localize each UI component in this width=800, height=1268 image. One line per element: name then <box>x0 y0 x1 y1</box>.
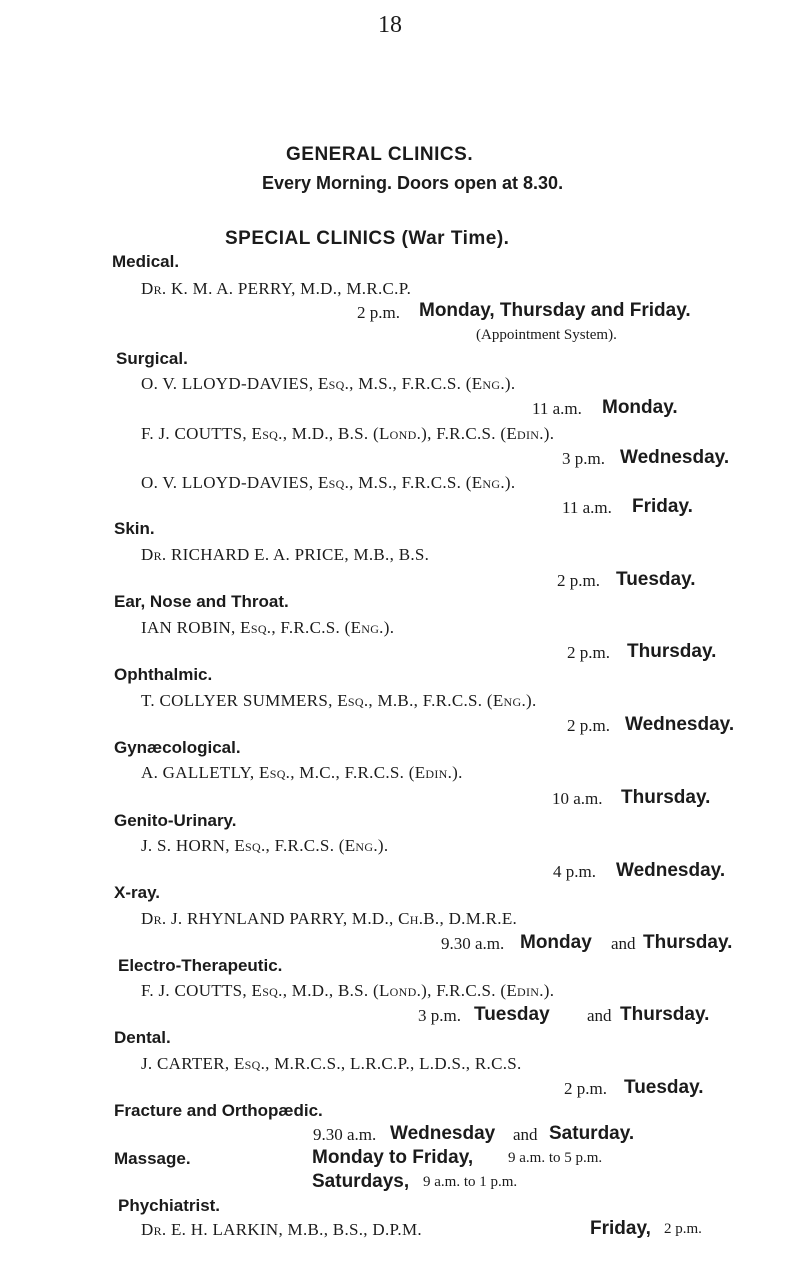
page-number: 18 <box>378 12 402 38</box>
category-skin: Skin. <box>114 519 155 538</box>
category-medical: Medical. <box>112 252 180 271</box>
fracture-day-a: Wednesday <box>390 1123 496 1144</box>
skin-time: 2 p.m. <box>557 571 600 590</box>
phychiatrist-time: 2 p.m. <box>664 1221 702 1237</box>
skin-doctor: Dr. RICHARD E. A. PRICE, M.B., B.S. <box>141 545 430 564</box>
general-clinics-subtitle: Every Morning. Doors open at 8.30. <box>262 173 564 193</box>
massage-time-2: 9 a.m. to 1 p.m. <box>423 1174 518 1190</box>
fracture-day-b: Saturday. <box>549 1123 635 1144</box>
surgical-day-3: Friday. <box>632 496 693 517</box>
ent-doctor: IAN ROBIN, Esq., F.R.C.S. (Eng.). <box>141 618 395 637</box>
phychiatrist-doctor: Dr. E. H. LARKIN, M.B., B.S., D.P.M. <box>141 1220 422 1239</box>
gynaecological-day: Thursday. <box>621 787 711 808</box>
xray-doctor: Dr. J. RHYNLAND PARRY, M.D., Ch.B., D.M.R.E. <box>141 909 518 928</box>
fracture-and: and <box>513 1125 538 1144</box>
xray-day-a: Monday <box>520 932 592 953</box>
massage-days-1: Monday to Friday, <box>312 1147 474 1168</box>
electro-time: 3 p.m. <box>418 1006 461 1025</box>
special-clinics-title: SPECIAL CLINICS (War Time). <box>225 228 510 249</box>
xray-and: and <box>611 934 636 953</box>
gynaecological-doctor: A. GALLETLY, Esq., M.C., F.R.C.S. (Edin.). <box>141 763 463 782</box>
category-massage: Massage. <box>114 1149 191 1168</box>
xray-time: 9.30 a.m. <box>441 934 505 953</box>
genito-day: Wednesday. <box>616 860 726 881</box>
gynaecological-time: 10 a.m. <box>552 789 603 808</box>
surgical-doctor-1: O. V. LLOYD-DAVIES, Esq., M.S., F.R.C.S. (Eng.). <box>141 374 516 393</box>
category-ophthalmic: Ophthalmic. <box>114 665 213 684</box>
surgical-doctor-3: O. V. LLOYD-DAVIES, Esq., M.S., F.R.C.S. (Eng.). <box>141 473 516 492</box>
ent-time: 2 p.m. <box>567 643 610 662</box>
ent-day: Thursday. <box>627 641 717 662</box>
category-ent: Ear, Nose and Throat. <box>114 592 289 611</box>
xray-day-b: Thursday. <box>643 932 733 953</box>
category-dental: Dental. <box>114 1028 171 1047</box>
surgical-time-3: 11 a.m. <box>562 498 612 517</box>
medical-note: (Appointment System). <box>476 327 617 343</box>
electro-day-a: Tuesday <box>474 1004 550 1025</box>
surgical-doctor-2: F. J. COUTTS, Esq., M.D., B.S. (Lond.), F.R.C.S. (Edin.). <box>141 424 555 443</box>
phychiatrist-day: Friday, <box>590 1218 651 1239</box>
surgical-day-1: Monday. <box>602 397 678 418</box>
surgical-time-2: 3 p.m. <box>562 449 605 468</box>
category-genito-urinary: Genito-Urinary. <box>114 811 237 830</box>
massage-time-1: 9 a.m. to 5 p.m. <box>508 1150 603 1166</box>
dental-day: Tuesday. <box>624 1077 704 1098</box>
category-electro-therapeutic: Electro-Therapeutic. <box>118 956 283 975</box>
category-xray: X-ray. <box>114 883 160 902</box>
medical-time: 2 p.m. <box>357 303 400 322</box>
surgical-day-2: Wednesday. <box>620 447 730 468</box>
ophthalmic-doctor: T. COLLYER SUMMERS, Esq., M.B., F.R.C.S. (Eng.). <box>141 691 537 710</box>
surgical-time-1: 11 a.m. <box>532 399 582 418</box>
general-clinics-title: GENERAL CLINICS. <box>286 144 474 165</box>
electro-day-b: Thursday. <box>620 1004 710 1025</box>
genito-doctor: J. S. HORN, Esq., F.R.C.S. (Eng.). <box>141 836 389 855</box>
fracture-time: 9.30 a.m. <box>313 1125 377 1144</box>
category-gynaecological: Gynæcological. <box>114 738 241 757</box>
dental-doctor: J. CARTER, Esq., M.R.C.S., L.R.C.P., L.D.S., R.C.S. <box>141 1054 522 1073</box>
dental-time: 2 p.m. <box>564 1079 607 1098</box>
ophthalmic-time: 2 p.m. <box>567 716 610 735</box>
category-surgical: Surgical. <box>116 349 188 368</box>
category-phychiatrist: Phychiatrist. <box>118 1196 221 1215</box>
category-fracture-orthopaedic: Fracture and Orthopædic. <box>114 1101 323 1120</box>
electro-doctor: F. J. COUTTS, Esq., M.D., B.S. (Lond.), F.R.C.S. (Edin.). <box>141 981 555 1000</box>
medical-days: Monday, Thursday and Friday. <box>419 300 691 321</box>
massage-days-2: Saturdays, <box>312 1171 410 1192</box>
genito-time: 4 p.m. <box>553 862 596 881</box>
medical-doctor: Dr. K. M. A. PERRY, M.D., M.R.C.P. <box>141 279 412 298</box>
ophthalmic-day: Wednesday. <box>625 714 735 735</box>
skin-day: Tuesday. <box>616 569 696 590</box>
electro-and: and <box>587 1006 612 1025</box>
